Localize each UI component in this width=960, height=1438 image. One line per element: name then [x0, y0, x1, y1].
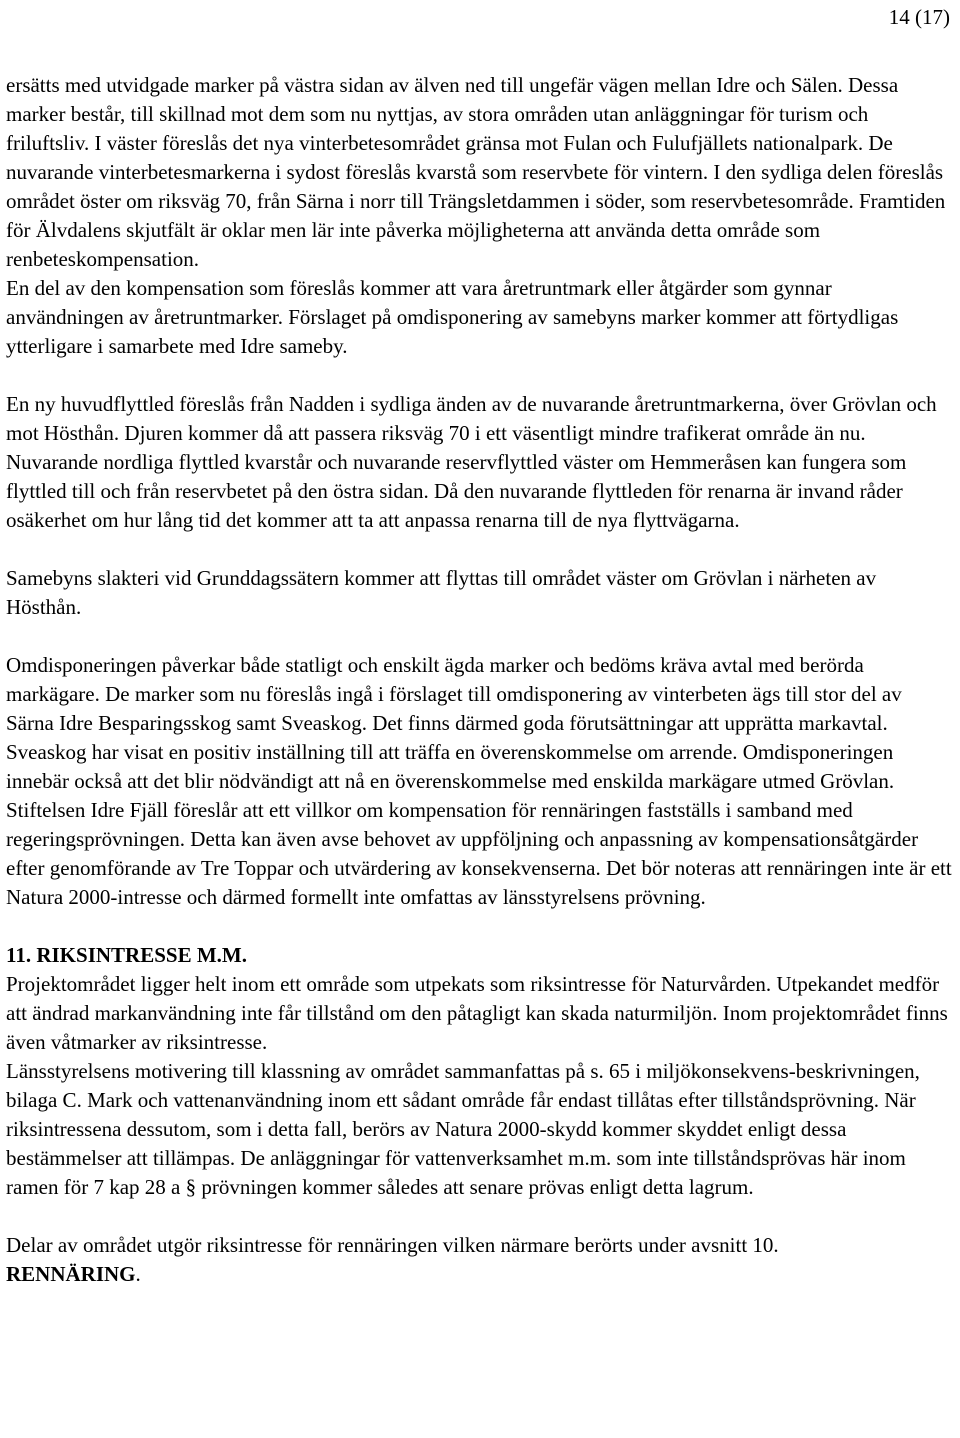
paragraph-reindeer-grazing-lands: ersätts med utvidgade marker på västra sidan av älven ned till ungefär vägen mellan Idre och Sälen. Dessa marker består, till skillnad mot dem som nu nyttjas, av stora områden utan anläggningar för turism och friluftsliv. I väster föreslås det nya vinterbetesområdet gränsa mot Fulan och Fulufjällets nationalpark. De nuvarande vinterbetesmarkerna i sydost föreslås kvarstå som reservbete för vintern. I den sydliga delen föreslås området öster om riksväg 70, från Särna i norr till Trängsletdammen i söder, som reservbetesområde. Framtiden för Älvdalens skjutfält är oklar men lär inte påverka möjligheterna att använda detta område som renbeteskompensation.: [6, 73, 946, 271]
paragraph-compensation: En del av den kompensation som föreslås kommer att vara åretruntmark eller åtgärder som gynnar användningen av åretruntmarker. Förslaget på omdisponering av samebyns marker kommer att förtydligas ytterligare i samarbete med Idre sameby.: [6, 276, 899, 358]
reindeer-interest-text: Delar av området utgör riksintresse för rennäringen vilken närmare berörts under avsnitt 10.: [6, 1233, 779, 1257]
reindeer-interest-end: .: [135, 1262, 141, 1286]
paragraph-national-interest: Projektområdet ligger helt inom ett område som utpekats som riksintresse för Naturvården. Utpekandet medför att ändrad markanvändning inte får tillstånd om den påtagligt kan skada naturmiljön. Inom projektområdet finns även våtmarker av riksintresse.: [6, 972, 948, 1054]
paragraph-migration-route: En ny huvudflyttled föreslås från Nadden i sydliga änden av de nuvarande åretruntmarkerna, över Grövlan och mot Hösthån. Djuren kommer då att passera riksväg 70 i ett väsentligt mindre trafikerat område än nu. Nuvarande nordliga flyttled kvarstår och nuvarande reservflyttled väster om Hemmeråsen kan fungera som flyttled till och från reservbetet på den östra sidan. Då den nuvarande flyttleden för renarna är invand råder osäkerhet om hur lång tid det kommer att ta att anpassa renarna till de nya flyttvägarna.: [6, 392, 937, 532]
paragraph-spacer: [6, 1202, 954, 1231]
section-reference-rennaring: RENNÄRING: [6, 1262, 136, 1286]
paragraph-spacer: [6, 535, 954, 564]
paragraph-county-motivation: Länsstyrelsens motivering till klassning av området sammanfattas på s. 65 i miljökonsekvens-beskrivningen, bilaga C. Mark och vattenanvändning inom ett sådant område får endast tillåtas efter tillståndsprövning. När riksintressena dessutom, som i detta fall, berörs av Natura 2000-skydd kommer skyddet enligt dessa bestämmelser att tillämpas. De anläggningar för vattenverksamhet m.m. som inte tillståndsprövas här inom ramen för 7 kap 28 a § prövningen kommer således att senare prövas enligt detta lagrum.: [6, 1059, 920, 1199]
section-heading-riksintresse: 11. RIKSINTRESSE M.M.: [6, 943, 247, 967]
paragraph-spacer: [6, 622, 954, 651]
paragraph-spacer: [6, 361, 954, 390]
paragraph-spacer: [6, 912, 954, 941]
paragraph-slaughterhouse: Samebyns slakteri vid Grunddagssätern kommer att flyttas till området väster om Grövlan i närheten av Hösthån.: [6, 566, 877, 619]
page-number: 14 (17): [888, 5, 950, 29]
paragraph-reindeer-interest: [6, 1231, 954, 1289]
paragraph-landowner-agreements: Omdisponeringen påverkar både statligt och enskilt ägda marker och bedöms kräva avtal med berörda markägare. De marker som nu föreslås ingå i förslaget till omdisponering av vinterbeten ägs till stor del av Särna Idre Besparingsskog samt Sveaskog. Det finns därmed goda förutsättningar att upprätta markavtal. Sveaskog har visat en positiv inställning till att träffa en överenskommelse om arrende. Omdisponeringen innebär också att det blir nödvändigt att nå en överenskommelse med enskilda markägare utmed Grövlan. Stiftelsen Idre Fjäll föreslår att ett villkor om kompensation för rennäringen fastställs i samband med regeringsprövningen. Detta kan även avse behovet av uppföljning och anpassning av kompensationsåtgärder efter genomförande av Tre Toppar och utvärdering av konsekvenserna. Det bör noteras att rennäringen inte är ett Natura 2000-intresse och därmed formellt inte omfattas av länsstyrelsens prövning.: [6, 653, 952, 909]
document-body: [6, 71, 954, 1289]
